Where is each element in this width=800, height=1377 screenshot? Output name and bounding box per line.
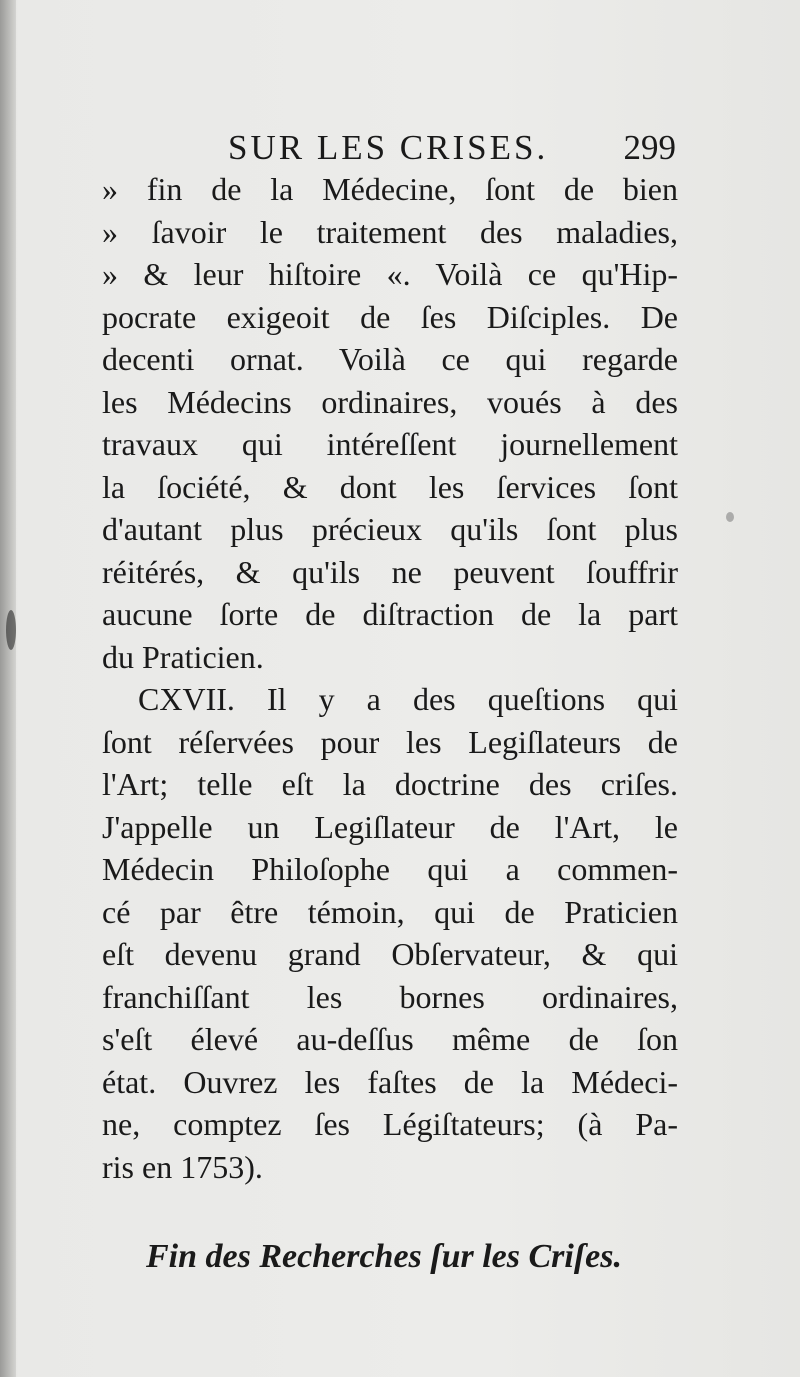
text-line: cé par être témoin, qui de Praticien	[102, 893, 678, 930]
text-line: decenti ornat. Voilà ce qui regarde	[102, 341, 678, 377]
page-number: 299	[623, 128, 676, 167]
text-line: ſont réſervées pour les Legiſlateurs de	[102, 723, 678, 760]
text-line: » & leur hiſtoire «. Voilà ce qu'Hip-	[102, 256, 678, 292]
text-line: Médecin Philoſophe qui a commen-	[102, 851, 678, 887]
text-line: les Médecins ordinaires, voués à des	[102, 383, 678, 420]
text-line: travaux qui intéreſſent journellement	[102, 426, 678, 462]
text-line: du Praticien.	[102, 638, 264, 675]
text-line: eſt devenu grand Obſervateur, & qui	[102, 936, 678, 972]
text-line: s'eſt élevé au-deſſus même de ſon	[102, 1021, 678, 1057]
text-line: ris en 1753).	[102, 1148, 263, 1185]
running-title: SUR LES CRISES.	[228, 128, 549, 167]
text-line: état. Ouvrez les faſtes de la Médeci-	[102, 1063, 678, 1100]
text-line: CXVII. Il y a des queſtions qui	[138, 681, 678, 717]
end-of-section-note: Fin des Recherches ſur les Criſes.	[146, 1238, 622, 1275]
text-line: ne, comptez ſes Légiſtateurs; (à Pa-	[102, 1106, 678, 1142]
text-line: » fin de la Médecine, ſont de bien	[102, 171, 678, 207]
body-text	[102, 168, 678, 1188]
book-spine-shadow	[0, 0, 16, 1377]
text-line: l'Art; telle eſt la doctrine des criſes.	[102, 766, 678, 802]
text-line: J'appelle un Legiſlateur de l'Art, le	[102, 808, 678, 845]
paper-mark	[6, 610, 16, 650]
text-line: franchiſſant les bornes ordinaires,	[102, 978, 678, 1015]
text-line: la ſociété, & dont les ſervices ſont	[102, 468, 678, 505]
ink-spot	[726, 512, 734, 522]
running-header	[228, 128, 676, 168]
text-line: réitérés, & qu'ils ne peuvent ſouffrir	[102, 553, 678, 590]
text-line: » ſavoir le traitement des maladies,	[102, 213, 678, 250]
text-line: pocrate exigeoit de ſes Diſciples. De	[102, 298, 678, 335]
text-line: d'autant plus précieux qu'ils ſont plus	[102, 511, 678, 547]
text-line: aucune ſorte de diſtraction de la part	[102, 596, 678, 632]
